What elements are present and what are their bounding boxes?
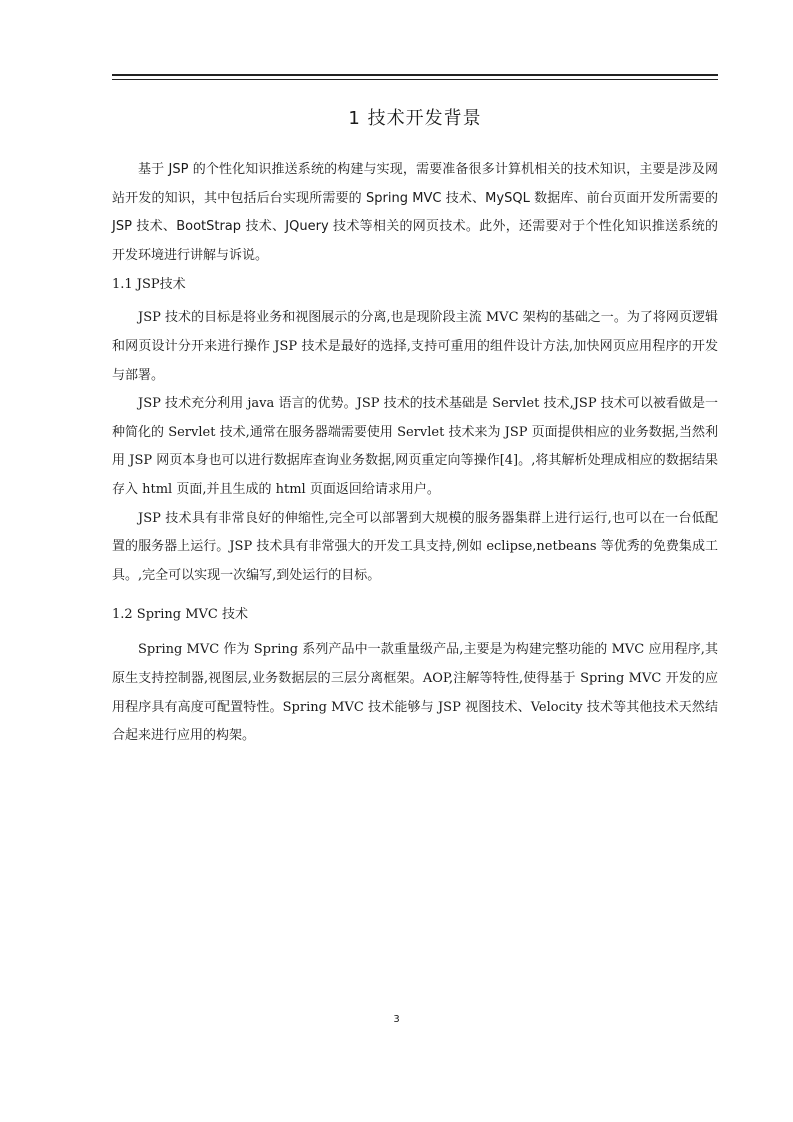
page-content [112, 96, 718, 751]
page-number: 3 [393, 1014, 400, 1025]
paragraph: Spring MVC 作为 Spring 系列产品中一款重量级产品,主要是为构建完整功能的 MVC 应用程序,其原生支持控制器,视图层,业务数据层的三层分离框架。AOP,注解等特性,使得基于 Spring MVC 开发的应用程序具有高度可配置特性。Spring MVC 技术能够与 JSP 视图技术、Velocity 技术等其他技术天然结合起来进行应用的构架。 [112, 642, 718, 744]
header-rule-thin [112, 79, 718, 80]
chapter-title: 1 技术开发背景 [348, 108, 482, 129]
paragraph: JSP 技术充分利用 java 语言的优势。JSP 技术的技术基础是 Servlet 技术,JSP 技术可以被看做是一种简化的 Servlet 技术,通常在服务器端需要使用 Servlet 技术来为 JSP 页面提供相应的业务数据,当然利用 JSP 网页本身也可以进行数据库查询业务数据,网页重定向等操作[4]。,将其解析处理成相应的数据结果存入 html 页面,并且生成的 html 页面返回给请求用户。 [112, 396, 718, 497]
paragraph: JSP 技术的目标是将业务和视图展示的分离,也是现阶段主流 MVC 架构的基础之一。为了将网页逻辑和网页设计分开来进行操作 JSP 技术是最好的选择,支持可重用的组件设计方法,加快网页应用程序的开发与部署。 [112, 310, 718, 383]
section-heading-jsp: 1.1 JSP技术 [112, 277, 186, 293]
intro-paragraph: 基于 JSP 的个性化知识推送系统的构建与实现，需要准备很多计算机相关的技术知识，主要是涉及网站开发的知识，其中包括后台实现所需要的 Spring MVC 技术、MySQL 数据库、前台页面开发所需要的 JSP 技术、BootStrap 技术、JQuery 技术等相关的网页技术。此外，还需要对于个性化知识推送系统的开发环境进行讲解与诉说。 [112, 162, 718, 263]
paragraph: JSP 技术具有非常良好的伸缩性,完全可以部署到大规模的服务器集群上进行运行,也可以在一台低配置的服务器上运行。JSP 技术具有非常强大的开发工具支持,例如 eclipse,netbeans 等优秀的免费集成工具。,完全可以实现一次编写,到处运行的目标。 [112, 510, 718, 583]
header-rule-thick [112, 74, 718, 76]
section-heading-spring-mvc: 1.2 Spring MVC 技术 [112, 607, 249, 623]
